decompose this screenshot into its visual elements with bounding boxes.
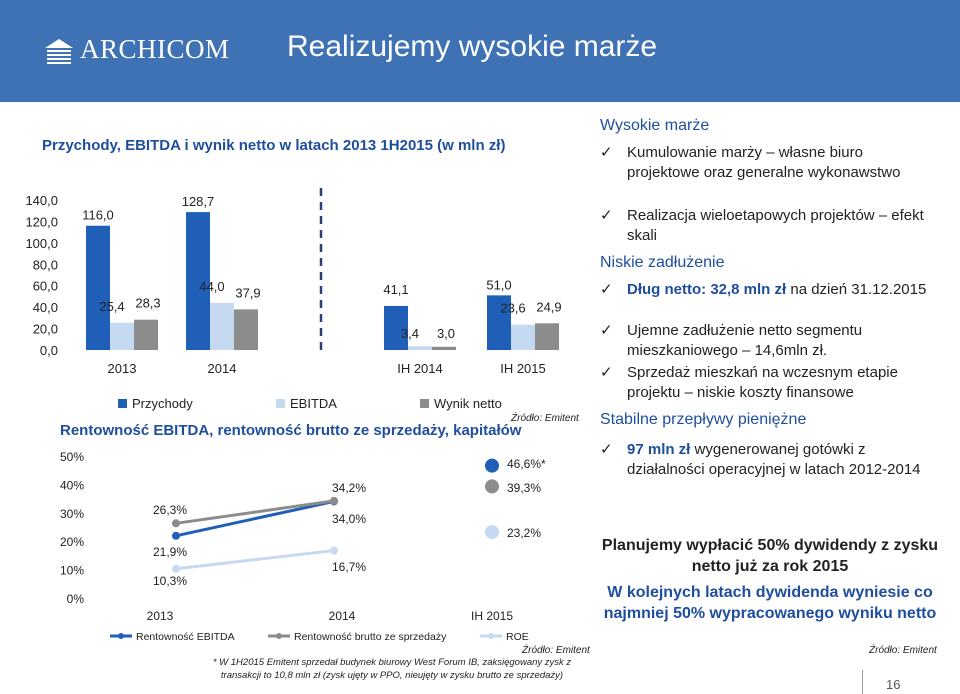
- legend-swatch: [118, 399, 127, 408]
- right-source: Źródło: Emitent: [869, 645, 937, 656]
- bar: [110, 323, 134, 350]
- data-label: 39,3%: [507, 481, 542, 495]
- data-point: [485, 459, 499, 473]
- legend-swatch: [420, 399, 429, 408]
- data-label: 46,6%*: [507, 457, 546, 471]
- y-tick-label: 40,0: [32, 300, 58, 316]
- data-label: 41,1: [383, 281, 409, 297]
- data-label: 10,3%: [153, 574, 188, 588]
- legend-marker: [118, 633, 124, 639]
- legend-marker: [276, 633, 282, 639]
- y-tick-label: 60,0: [32, 278, 58, 294]
- legend-label: ROE: [506, 631, 529, 643]
- check-icon: ✓: [600, 441, 613, 458]
- data-label: 16,7%: [332, 560, 367, 574]
- x-tick-label: IH 2014: [397, 361, 443, 376]
- data-label: 25,4: [99, 298, 125, 314]
- legend-swatch: [276, 399, 285, 408]
- bullet-text: Realizacja wieloetapowych projektów – efekt skali: [627, 207, 924, 244]
- y-tick-label: 40%: [59, 478, 84, 493]
- chart2-title: Rentowność EBITDA, rentowność brutto ze sprzedaży, kapitałów: [60, 422, 522, 439]
- y-tick-label: 0%: [66, 592, 84, 606]
- x-tick-label: IH 2015: [500, 361, 546, 376]
- footnote: * W 1H2015 Emitent sprzedał budynek biurowy West Forum IB, zaksięgowany zysk z transakcji to 10,8 mln zł (zysk ujęty w PPO, nieujęty w zysku brutto ze sprzedaży): [212, 657, 572, 681]
- data-label: 34,0%: [332, 512, 367, 526]
- y-tick-label: 20,0: [32, 321, 58, 337]
- y-tick-label: 100,0: [25, 235, 58, 251]
- y-tick-label: 0,0: [39, 343, 58, 358]
- check-icon: ✓: [600, 281, 613, 298]
- section-heading-cashflow: Stabilne przepływy pieniężne: [600, 411, 807, 428]
- series-line: [176, 551, 334, 569]
- bullet-bold: Dług netto: 32,8 mln zł: [627, 281, 787, 298]
- x-tick-label: 2013: [107, 361, 137, 376]
- legend-label: Przychody: [132, 396, 193, 411]
- dividend-future-callout: W kolejnych latach dywidenda wyniesie co najmniej 50% wypracowanego wyniku netto: [603, 584, 937, 622]
- bullet-text: Sprzedaż mieszkań na wczesnym etapie projektu – niskie koszty finansowe: [627, 364, 898, 401]
- section-heading-margins: Wysokie marże: [600, 117, 710, 134]
- bar: [134, 320, 158, 350]
- y-tick-label: 20%: [59, 535, 84, 550]
- x-tick-label: 2014: [207, 361, 237, 376]
- bullet-text: [627, 440, 927, 480]
- x-tick-label: 2013: [146, 609, 174, 623]
- data-point: [485, 525, 499, 539]
- data-label: 3,0: [436, 326, 456, 341]
- check-icon: ✓: [600, 364, 613, 381]
- data-label: 44,0: [199, 278, 225, 294]
- legend-label: Rentowność EBITDA: [136, 631, 235, 643]
- y-tick-label: 10%: [59, 563, 84, 578]
- bar: [511, 325, 535, 350]
- data-point: [485, 479, 499, 493]
- bar: [408, 346, 432, 350]
- y-tick-label: 140,0: [25, 193, 58, 208]
- bar: [86, 226, 110, 350]
- data-label: 21,9%: [153, 545, 188, 559]
- bar: [210, 303, 234, 350]
- bar: [234, 309, 258, 350]
- chart2-source: Źródło: Emitent: [522, 645, 590, 656]
- data-label: 37,9: [235, 285, 261, 301]
- data-label: 3,4: [400, 326, 420, 341]
- data-point: [172, 565, 180, 573]
- data-point: [172, 532, 180, 540]
- chart1-title: Przychody, EBITDA i wynik netto w latach 2013 1H2015 (w mln zł): [42, 137, 506, 154]
- logo-text: ARCHICOM: [80, 34, 230, 64]
- x-tick-label: 2014: [328, 609, 356, 623]
- bar: [432, 347, 456, 350]
- x-tick-label: IH 2015: [470, 609, 514, 623]
- check-icon: ✓: [600, 207, 613, 224]
- y-tick-label: 30%: [59, 506, 84, 521]
- data-label: 116,0: [82, 207, 114, 223]
- y-tick-label: 80,0: [32, 257, 58, 273]
- page-number: 16: [886, 677, 901, 692]
- data-label: 51,0: [486, 277, 512, 293]
- y-tick-label: 50%: [59, 450, 84, 464]
- section-heading-debt: Niskie zadłużenie: [600, 254, 725, 271]
- check-icon: ✓: [600, 144, 613, 161]
- bullet-bold: 97 mln zł: [627, 441, 691, 458]
- data-label: 128,7: [181, 194, 215, 210]
- legend-label: EBITDA: [290, 396, 337, 411]
- data-label: 34,2%: [332, 481, 367, 495]
- data-point: [330, 497, 338, 505]
- page-divider: [862, 670, 863, 694]
- data-point: [330, 547, 338, 555]
- dividend-callout: Planujemy wypłacić 50% dywidendy z zysku netto już za rok 2015: [601, 537, 939, 575]
- chart1-source: Źródło: Emitent: [511, 413, 579, 424]
- bullet-rest: na dzień 31.12.2015: [786, 281, 927, 298]
- legend-label: Wynik netto: [434, 396, 502, 411]
- data-label: 26,3%: [153, 503, 188, 517]
- legend-marker: [488, 633, 494, 639]
- slide-title: Realizujemy wysokie marże: [287, 30, 658, 63]
- check-icon: ✓: [600, 322, 613, 339]
- data-label: 28,3: [135, 295, 161, 311]
- bullet-text: Ujemne zadłużenie netto segmentu mieszkaniowego – 14,6mln zł.: [627, 322, 863, 359]
- data-point: [172, 519, 180, 527]
- data-label: 23,2%: [507, 526, 542, 540]
- data-label: 24,9: [536, 299, 562, 315]
- bullet-text: [627, 280, 937, 300]
- bar: [535, 323, 559, 350]
- legend-label: Rentowność brutto ze sprzedaży: [294, 631, 447, 643]
- bullet-rest: wygenerowanej gotówki z działalności operacyjnej w latach 2012-2014: [627, 441, 921, 478]
- bullet-text: Kumulowanie marży – własne biuro projektowe oraz generalne wykonawstwo: [627, 144, 901, 181]
- data-label: 23,6: [500, 300, 526, 316]
- y-tick-label: 120,0: [25, 214, 58, 230]
